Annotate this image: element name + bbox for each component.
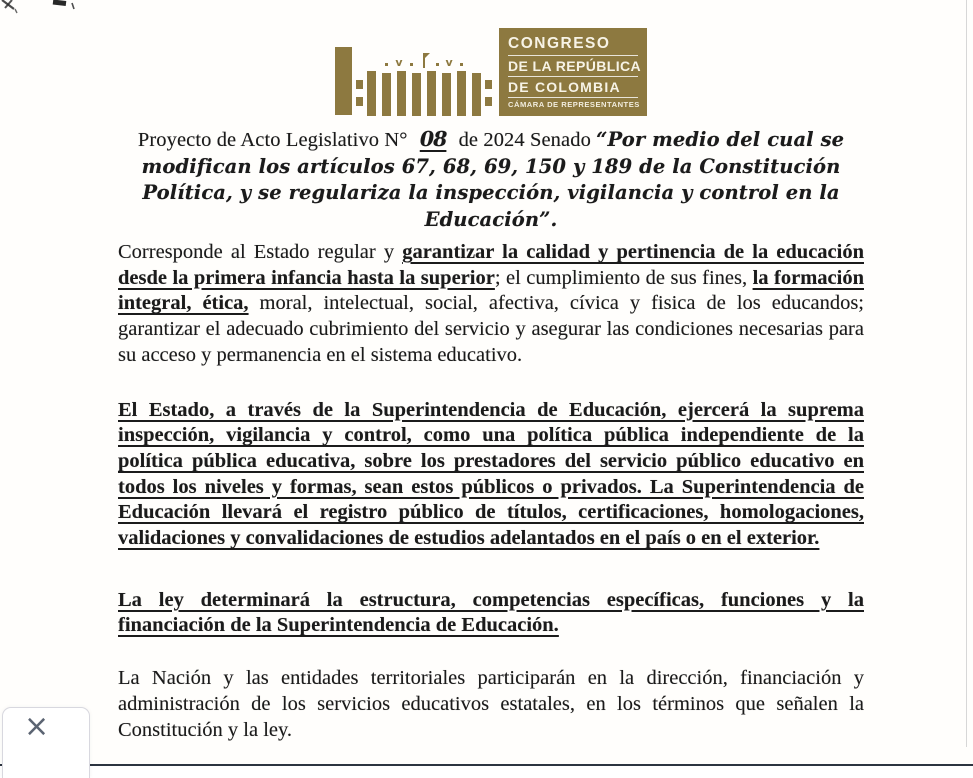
congress-logo: [335, 35, 647, 116]
logo-line-republica: DE LA REPÚBLICA: [508, 58, 638, 77]
capitol-columns: [367, 51, 481, 116]
paragraph-4: La Nación y las entidades territoriales participarán en la dirección, financiación y administración de los servicios educativos estatales, en los términos que señalen la Constitución y la ley.: [118, 667, 864, 741]
close-icon[interactable]: ×: [24, 709, 50, 744]
logo-line-colombia: DE COLOMBIA: [508, 79, 638, 98]
capitol-dots-right: [485, 80, 492, 106]
document-title: [118, 126, 864, 233]
handwritten-marks: [0, 0, 90, 16]
capitol-dots-left: [356, 80, 363, 106]
congress-wordmark: [499, 28, 647, 116]
document-page: [118, 35, 864, 743]
capitol-roof-marks: v v: [385, 51, 462, 68]
overlay-card: [2, 707, 90, 778]
page-edge-line: [966, 0, 967, 747]
logo-line-congreso: CONGRESO: [508, 35, 638, 56]
logo-line-camara: CÁMARA DE REPRESENTANTES: [508, 100, 640, 109]
title-line-3: Política, y se regulariza la inspección, vigilancia y control en la: [142, 181, 840, 204]
capitol-left-pillar: [335, 47, 352, 115]
paragraph-2: El Estado, a través de la Superintendencia de Educación, ejercerá la suprema inspección, vigilancia y control, como una política pública independiente de la política pública educativa, sobre los prestadores del servicio público educativo en todos los niveles y formas, sean estos públicos o privados. La Superintendencia de Educación llevará el registro público de títulos, certificaciones, homologaciones, validaciones y convalidaciones de estudios adelantados en el país o en el exterior.: [118, 398, 864, 550]
title-line-1: Proyecto de Acto Legislativo N° 08 de 2024 Senado “Por medio del cual se: [137, 127, 845, 151]
paragraph-3: La ley determinará la estructura, competencias específicas, funciones y la financiación de la Superintendencia de Educación.: [118, 588, 864, 637]
handwritten-number: 08: [419, 127, 447, 151]
capitol-icon: [335, 44, 496, 116]
title-line-2: modifican los artículos 67, 68, 69, 150 y 189 de la Constitución: [141, 154, 841, 178]
flag-icon: [420, 53, 429, 68]
paragraph-1: Corresponde al Estado regular y garantizar la calidad y pertinencia de la educación desde la primera infancia hasta la superior; el cumplimiento de sus fines, la formación integral, ética, moral, intelectual, social, afectiva, cívica y fisica de los educandos; garantizar el adecuado cubrimiento del servicio y asegurar las condiciones necesarias para su acceso y permanencia en el sistema educativo.: [118, 241, 864, 366]
title-line-4: Educación”.: [424, 207, 558, 231]
